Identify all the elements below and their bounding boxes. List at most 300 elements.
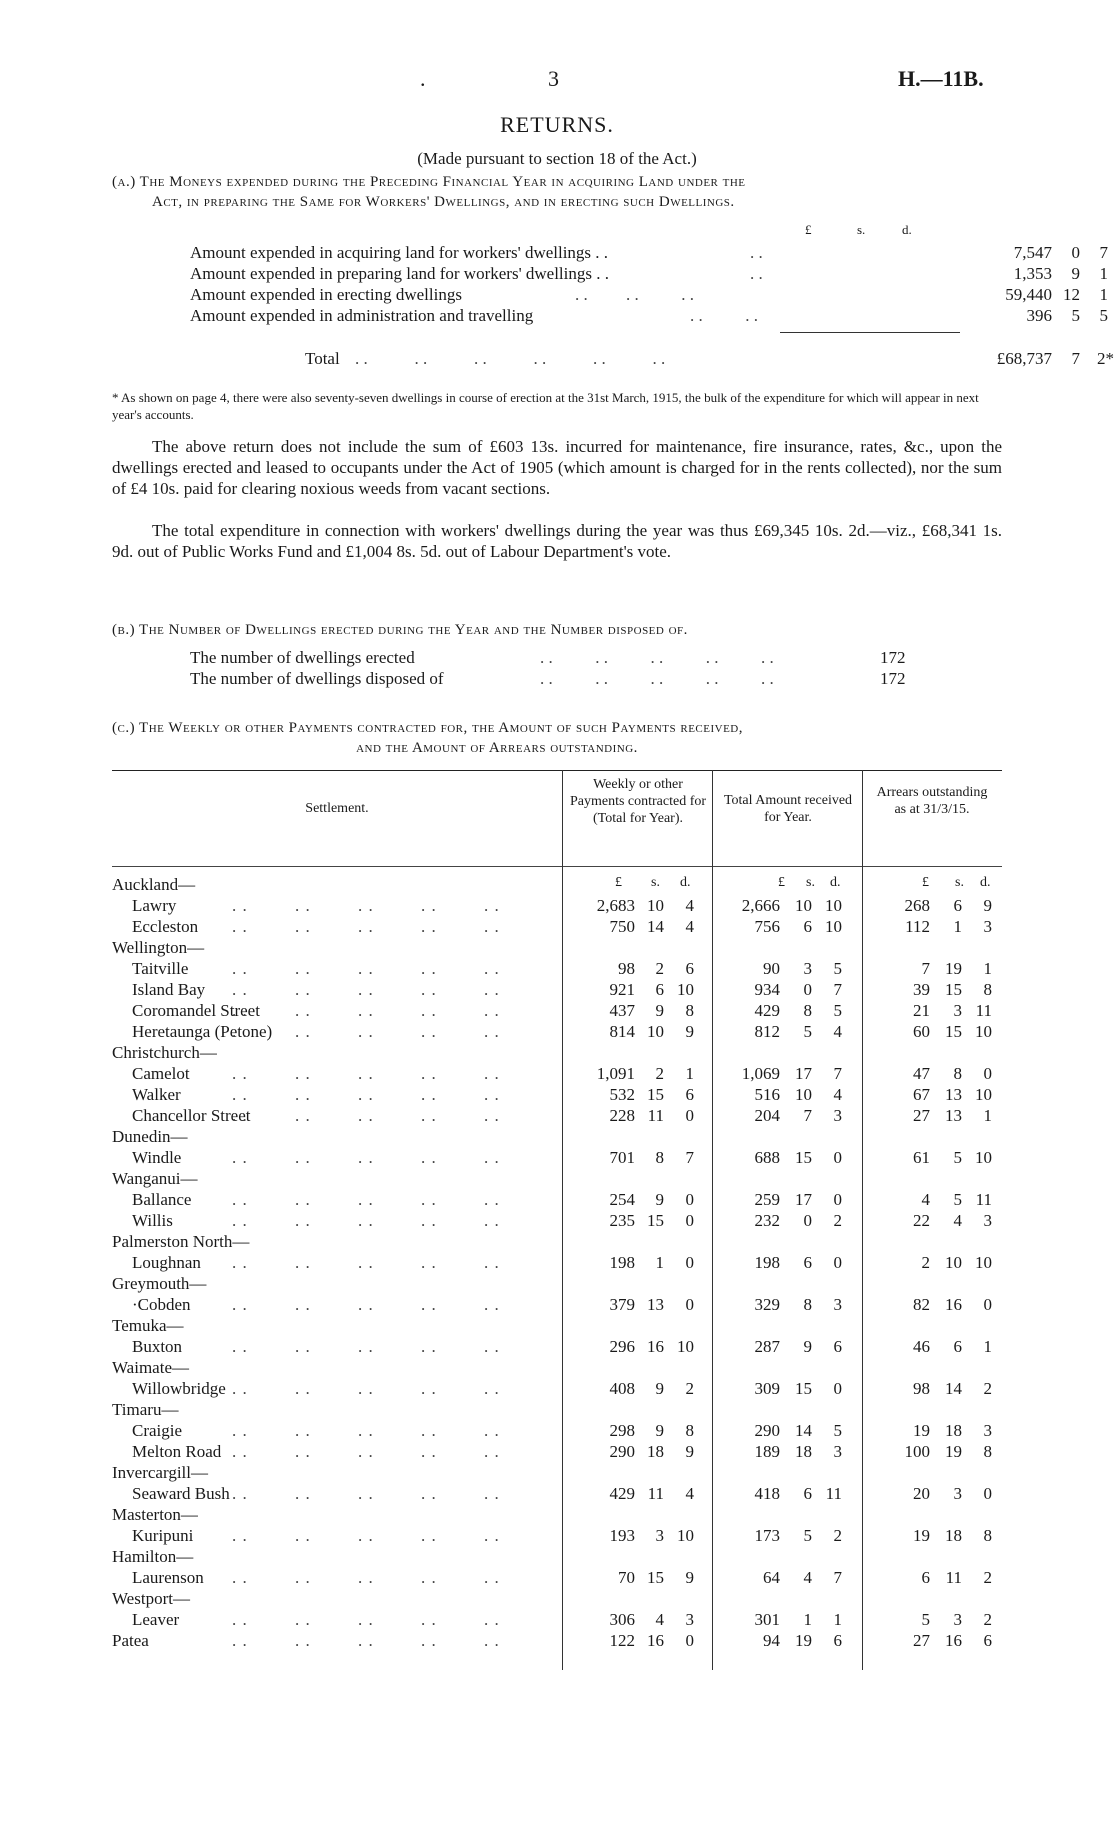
- contracted-pounds: 429: [609, 1484, 635, 1503]
- contracted-shillings: 6: [655, 980, 664, 999]
- contracted-shillings: 11: [647, 1106, 664, 1125]
- contracted-pounds: 290: [609, 1442, 635, 1461]
- settlement-name: Walker: [132, 1085, 181, 1104]
- expenditure-label: Amount expended in acquiring land for workers' dwellings . .: [190, 243, 609, 262]
- received-pence: 7: [833, 1064, 842, 1083]
- arrears-pence: 2: [983, 1379, 992, 1398]
- settlement-name: Melton Road: [132, 1442, 222, 1461]
- arrears-pence: 10: [975, 1253, 992, 1272]
- arrears-pounds: 39: [913, 980, 930, 999]
- settlement-row: [112, 1148, 1002, 1169]
- contracted-pounds: 2,683: [596, 896, 635, 915]
- contracted-shillings: 2: [655, 959, 664, 978]
- contracted-pence: 0: [685, 1106, 694, 1125]
- received-pence: 2: [833, 1211, 842, 1230]
- contracted-shillings: 9: [655, 1001, 664, 1020]
- settlement-name: Coromandel Street: [132, 1001, 260, 1020]
- leader-dots: . . . . . . . . . .: [232, 959, 500, 978]
- contracted-pence: 0: [685, 1631, 694, 1650]
- arrears-shillings: 15: [945, 980, 962, 999]
- received-pounds: 934: [754, 980, 780, 999]
- contracted-pounds: 70: [618, 1568, 635, 1587]
- arrears-pence: 11: [975, 1190, 992, 1209]
- arrears-pence: 10: [975, 1022, 992, 1041]
- expenditure-row: [190, 242, 1108, 263]
- arrears-pounds: 27: [913, 1631, 930, 1650]
- arrears-shillings: 3: [953, 1484, 962, 1503]
- dwellings-row: [190, 647, 950, 668]
- contracted-pence: 0: [685, 1295, 694, 1314]
- contracted-pence: 8: [685, 1421, 694, 1440]
- arrears-pounds: 268: [904, 896, 930, 915]
- received-pounds: 2,666: [741, 896, 780, 915]
- received-pence: 5: [833, 1421, 842, 1440]
- paragraph-maintenance-text: The above return does not include the sum of £603 13s. incurred for maintenance, fire insurance, rates, &c., upon the dwellings erected and leased to occupants under the Act of 1905 (which amount is charged for in the rents collected), nor the sum of £4 10s. paid for clearing noxious weeds from vacant sections.: [112, 437, 1002, 498]
- unit-pence: d.: [680, 875, 691, 890]
- contracted-pounds: 296: [609, 1337, 635, 1356]
- paragraph-total-expenditure-text: The total expenditure in connection with workers' dwellings during the year was thus £69,345 10s. 2d.—viz., £68,341 1s. 9d. out of Public Works Fund and £1,004 8s. 5d. out of Labour Department's vote.: [112, 521, 1002, 561]
- contracted-pounds: 1,091: [596, 1064, 635, 1083]
- arrears-pence: 8: [983, 980, 992, 999]
- received-pence: 3: [833, 1442, 842, 1461]
- settlement-row: [112, 1253, 1002, 1274]
- settlement-row: [112, 1022, 1002, 1043]
- settlement-row: [112, 1211, 1002, 1232]
- received-shillings: 4: [803, 1568, 812, 1587]
- arrears-shillings: 3: [953, 1001, 962, 1020]
- settlement-name: Willowbridge: [132, 1379, 226, 1398]
- arrears-pounds: 60: [913, 1022, 930, 1041]
- contracted-pounds: 98: [618, 959, 635, 978]
- contracted-pounds: 701: [609, 1148, 635, 1167]
- expenditure-pounds: 396: [1026, 306, 1052, 325]
- received-pence: 0: [833, 1253, 842, 1272]
- settlement-row: [112, 1631, 1002, 1652]
- district-name: Masterton—: [112, 1505, 198, 1524]
- received-pounds: 329: [754, 1295, 780, 1314]
- contracted-pence: 10: [677, 980, 694, 999]
- unit-shillings: s.: [857, 222, 866, 237]
- arrears-pence: 9: [983, 896, 992, 915]
- received-pounds: 756: [754, 917, 780, 936]
- received-pence: 5: [833, 1001, 842, 1020]
- total-label: Total: [305, 349, 340, 368]
- expenditure-pence: 7: [1099, 243, 1108, 262]
- dwellings-row: [190, 668, 950, 689]
- contracted-pence: 9: [685, 1022, 694, 1041]
- settlement-row: [112, 1610, 1002, 1631]
- arrears-shillings: 16: [945, 1295, 962, 1314]
- received-pounds: 90: [763, 959, 780, 978]
- received-shillings: 9: [803, 1337, 812, 1356]
- section-b-heading: (b.) The Number of Dwellings erected during the Year and the Number disposed of.: [112, 622, 688, 638]
- contracted-pence: 7: [685, 1148, 694, 1167]
- contracted-shillings: 18: [647, 1442, 664, 1461]
- total-rule: [780, 332, 960, 333]
- settlement-name: Eccleston: [132, 917, 199, 936]
- arrears-pence: 2: [983, 1610, 992, 1629]
- arrears-pounds: 27: [913, 1106, 930, 1125]
- arrears-pounds: 5: [921, 1610, 930, 1629]
- contracted-pounds: 306: [609, 1610, 635, 1629]
- settlement-name: Lawry: [132, 896, 177, 915]
- leader-dots: . .: [750, 264, 763, 283]
- leader-dots: . . . . . . . . . .: [232, 1001, 500, 1020]
- section-a-heading-line2: Act, in preparing the Same for Workers' Dwellings, and in erecting such Dwellings.: [152, 194, 735, 210]
- district-name: Christchurch—: [112, 1043, 217, 1062]
- arrears-shillings: 1: [953, 917, 962, 936]
- received-shillings: 6: [803, 917, 812, 936]
- leader-dots: . . . . . . . . . .: [232, 1022, 500, 1041]
- settlement-name: Laurenson: [132, 1568, 204, 1587]
- table-header-rule: [112, 866, 1002, 867]
- settlement-name: Patea: [112, 1631, 149, 1650]
- expenditure-pence: 5: [1099, 306, 1108, 325]
- leader-dots: . . . . . . . . . .: [232, 1295, 500, 1314]
- contracted-shillings: 8: [655, 1148, 664, 1167]
- column-header-settlement: Settlement.: [305, 801, 369, 816]
- arrears-pence: 3: [983, 1211, 992, 1230]
- received-pounds: 418: [754, 1484, 780, 1503]
- district-name: Waimate—: [112, 1358, 189, 1377]
- contracted-shillings: 9: [655, 1379, 664, 1398]
- received-pence: 4: [833, 1022, 842, 1041]
- received-pounds: 812: [754, 1022, 780, 1041]
- arrears-shillings: 6: [953, 1337, 962, 1356]
- leader-dots: . . . . . . . . . .: [232, 917, 500, 936]
- settlement-row: [112, 980, 1002, 1001]
- contracted-pounds: 408: [609, 1379, 635, 1398]
- received-pence: 7: [833, 980, 842, 999]
- expenditure-pounds: 7,547: [1013, 243, 1052, 262]
- settlement-row: [112, 1295, 1002, 1316]
- contracted-shillings: 10: [647, 1022, 664, 1041]
- total-pounds: £68,737: [996, 349, 1052, 368]
- paragraph-total-expenditure: [112, 520, 1002, 562]
- expenditure-row: [190, 305, 1108, 326]
- unit-pence: d.: [902, 222, 912, 237]
- settlement-name: Camelot: [132, 1064, 190, 1083]
- settlement-group-row: [112, 1358, 1002, 1379]
- arrears-shillings: 18: [945, 1526, 962, 1545]
- arrears-shillings: 15: [945, 1022, 962, 1041]
- arrears-pounds: 19: [913, 1526, 930, 1545]
- settlement-row: [112, 1442, 1002, 1463]
- leader-dots: . . . . . . . . . .: [232, 1064, 500, 1083]
- received-pence: 3: [833, 1295, 842, 1314]
- received-pounds: 232: [754, 1211, 780, 1230]
- expenditure-label: Amount expended in erecting dwellings: [190, 285, 462, 304]
- settlement-name: Heretaunga (Petone): [132, 1022, 273, 1041]
- arrears-pounds: 112: [905, 917, 930, 936]
- settlement-row: [112, 959, 1002, 980]
- received-pounds: 259: [754, 1190, 780, 1209]
- leader-dots: . . . . . . . . . .: [232, 1421, 500, 1440]
- received-pence: 2: [833, 1526, 842, 1545]
- arrears-pounds: 2: [921, 1253, 930, 1272]
- contracted-pounds: 814: [609, 1022, 635, 1041]
- settlement-group-row: [112, 1547, 1002, 1568]
- contracted-shillings: 16: [647, 1337, 664, 1356]
- settlement-group-row: [112, 1274, 1002, 1295]
- received-pounds: 516: [754, 1085, 780, 1104]
- section-c-heading: [112, 718, 1002, 758]
- received-pounds: 429: [754, 1001, 780, 1020]
- arrears-pence: 0: [983, 1064, 992, 1083]
- district-name: Wanganui—: [112, 1169, 198, 1188]
- settlement-name: Windle: [132, 1148, 182, 1167]
- settlement-row: [112, 1421, 1002, 1442]
- settlement-row: [112, 1085, 1002, 1106]
- contracted-shillings: 11: [647, 1484, 664, 1503]
- leader-dots: . . . .: [690, 306, 758, 325]
- leader-dots: . . . . . . . . . .: [232, 1568, 500, 1587]
- document-code: H.—11B.: [898, 66, 984, 91]
- section-a-heading-line1: (a.) The Moneys expended during the Preceding Financial Year in acquiring Land under the: [112, 174, 746, 190]
- arrears-pounds: 22: [913, 1211, 930, 1230]
- arrears-pence: 10: [975, 1148, 992, 1167]
- contracted-shillings: 9: [655, 1421, 664, 1440]
- settlement-row: [112, 1190, 1002, 1211]
- received-pounds: 290: [754, 1421, 780, 1440]
- received-shillings: 10: [795, 1085, 812, 1104]
- page-number: 3: [548, 66, 559, 91]
- section-c-heading-line2: and the Amount of Arrears outstanding.: [356, 740, 638, 756]
- dwellings-value: 172: [880, 669, 906, 688]
- expenditure-label: Amount expended in administration and travelling: [190, 306, 534, 325]
- contracted-pounds: 437: [609, 1001, 635, 1020]
- arrears-shillings: 11: [945, 1568, 962, 1587]
- received-pounds: 1,069: [741, 1064, 780, 1083]
- arrears-shillings: 19: [945, 959, 962, 978]
- contracted-pence: 4: [685, 1484, 694, 1503]
- leader-dots: . . . . . . . . . .: [232, 980, 500, 999]
- unit-pounds: £: [778, 875, 785, 890]
- settlement-name: Island Bay: [132, 980, 206, 999]
- unit-shillings: s.: [955, 875, 964, 890]
- table-top-rule: [112, 770, 1002, 771]
- leader-dots: . .: [750, 243, 763, 262]
- total-pence: 2*: [1097, 349, 1114, 368]
- footnote: * As shown on page 4, there were also seventy-seven dwellings in course of erection at the 31st March, 1915, the bulk of the expenditure for which will appear in next year's accounts.: [112, 390, 979, 422]
- dwellings-value: 172: [880, 648, 906, 667]
- settlement-row: [112, 1064, 1002, 1085]
- received-pounds: 688: [754, 1148, 780, 1167]
- arrears-shillings: 14: [945, 1379, 962, 1398]
- leader-dots: . . . . . . . . . .: [232, 1442, 500, 1461]
- expenditure-row: [190, 263, 1108, 284]
- leader-dots: . . . . . . . . . .: [232, 1337, 500, 1356]
- received-shillings: 15: [795, 1148, 812, 1167]
- contracted-pounds: 298: [609, 1421, 635, 1440]
- received-pence: 0: [833, 1379, 842, 1398]
- settlement-row: [112, 1526, 1002, 1547]
- received-pence: 3: [833, 1106, 842, 1125]
- received-shillings: 0: [803, 980, 812, 999]
- received-shillings: 8: [803, 1001, 812, 1020]
- contracted-shillings: 4: [655, 1610, 664, 1629]
- page-title: RETURNS.: [500, 112, 614, 137]
- arrears-pounds: 20: [913, 1484, 930, 1503]
- leader-dots: . . . . . .: [575, 285, 694, 304]
- unit-pounds: £: [615, 875, 622, 890]
- contracted-shillings: 15: [647, 1085, 664, 1104]
- arrears-pounds: 6: [921, 1568, 930, 1587]
- contracted-pence: 0: [685, 1190, 694, 1209]
- contracted-shillings: 3: [655, 1526, 664, 1545]
- arrears-pounds: 82: [913, 1295, 930, 1314]
- contracted-pounds: 198: [609, 1253, 635, 1272]
- settlement-name: Chancellor Street: [132, 1106, 251, 1125]
- received-shillings: 5: [803, 1022, 812, 1041]
- received-shillings: 5: [803, 1526, 812, 1545]
- received-shillings: 10: [795, 896, 812, 915]
- arrears-pounds: 100: [904, 1442, 930, 1461]
- arrears-pounds: 21: [913, 1001, 930, 1020]
- contracted-shillings: 13: [647, 1295, 664, 1314]
- leader-dots: . . . . . . . . . .: [232, 1610, 500, 1629]
- leader-dots: . . . . . . . . . .: [232, 1379, 500, 1398]
- total-row: [190, 348, 1114, 369]
- contracted-pounds: 122: [609, 1631, 635, 1650]
- settlement-row: [112, 1337, 1002, 1358]
- received-shillings: 1: [803, 1610, 812, 1629]
- leader-dots: . . . . . . . . . .: [232, 1253, 500, 1272]
- expenditure-shillings: 5: [1071, 306, 1080, 325]
- paragraph-maintenance: [112, 436, 1002, 499]
- section-a-items: [190, 242, 1108, 326]
- district-name: Temuka—: [112, 1316, 184, 1335]
- district-name: Wellington—: [112, 938, 205, 957]
- contracted-pence: 4: [685, 917, 694, 936]
- arrears-shillings: 19: [945, 1442, 962, 1461]
- contracted-pounds: 193: [609, 1526, 635, 1545]
- contracted-pounds: 921: [609, 980, 635, 999]
- received-pounds: 204: [754, 1106, 780, 1125]
- arrears-pence: 3: [983, 917, 992, 936]
- unit-pence: d.: [980, 875, 991, 890]
- contracted-pence: 8: [685, 1001, 694, 1020]
- received-pence: 6: [833, 1337, 842, 1356]
- contracted-pounds: 379: [609, 1295, 635, 1314]
- leader-dots: . . . . . . . . . .: [232, 1631, 500, 1650]
- unit-shillings: s.: [806, 875, 815, 890]
- received-shillings: 6: [803, 1253, 812, 1272]
- expenditure-pounds: 59,440: [1005, 285, 1052, 304]
- arrears-pence: 6: [983, 1631, 992, 1650]
- received-shillings: 6: [803, 1484, 812, 1503]
- section-c-heading-line1: (c.) The Weekly or other Payments contracted for, the Amount of such Payments received,: [112, 720, 744, 736]
- district-name: Invercargill—: [112, 1463, 208, 1482]
- dwellings-label: The number of dwellings erected: [190, 648, 415, 667]
- received-shillings: 0: [803, 1211, 812, 1230]
- arrears-pence: 11: [975, 1001, 992, 1020]
- received-pounds: 287: [754, 1337, 780, 1356]
- arrears-pounds: 19: [913, 1421, 930, 1440]
- settlement-group-row: [112, 1463, 1002, 1484]
- contracted-pence: 1: [685, 1064, 694, 1083]
- arrears-pence: 0: [983, 1295, 992, 1314]
- arrears-shillings: 16: [945, 1631, 962, 1650]
- arrears-shillings: 3: [953, 1610, 962, 1629]
- contracted-shillings: 15: [647, 1568, 664, 1587]
- arrears-shillings: 5: [953, 1148, 962, 1167]
- arrears-shillings: 8: [953, 1064, 962, 1083]
- arrears-pounds: 46: [913, 1337, 930, 1356]
- settlement-group-row: [112, 875, 1002, 896]
- settlement-row: [112, 896, 1002, 917]
- unit-pence: d.: [830, 875, 841, 890]
- arrears-pence: 2: [983, 1568, 992, 1587]
- settlement-row: [112, 917, 1002, 938]
- settlement-name: Taitville: [132, 959, 189, 978]
- leader-dots: . . . . . . . . . .: [232, 1148, 500, 1167]
- contracted-shillings: 16: [647, 1631, 664, 1650]
- received-pence: 11: [825, 1484, 842, 1503]
- received-shillings: 18: [795, 1442, 812, 1461]
- received-pounds: 94: [763, 1631, 780, 1650]
- arrears-shillings: 18: [945, 1421, 962, 1440]
- received-shillings: 15: [795, 1379, 812, 1398]
- settlement-group-row: [112, 1505, 1002, 1526]
- leader-dots: . . . . . . . . . .: [232, 896, 500, 915]
- received-pence: 7: [833, 1568, 842, 1587]
- settlement-name: ·Cobden: [132, 1295, 191, 1314]
- contracted-shillings: 2: [655, 1064, 664, 1083]
- contracted-shillings: 1: [655, 1253, 664, 1272]
- district-name: Auckland—: [112, 875, 196, 894]
- district-name: Hamilton—: [112, 1547, 194, 1566]
- contracted-pounds: 228: [609, 1106, 635, 1125]
- contracted-pence: 9: [685, 1568, 694, 1587]
- arrears-pence: 8: [983, 1442, 992, 1461]
- page-subtitle: (Made pursuant to section 18 of the Act.): [417, 149, 697, 168]
- arrears-pounds: 67: [913, 1085, 930, 1104]
- received-pence: 1: [833, 1610, 842, 1629]
- received-shillings: 19: [795, 1631, 812, 1650]
- leader-dots: . . . . . . . . . .: [232, 1211, 500, 1230]
- settlement-group-row: [112, 1232, 1002, 1253]
- received-shillings: 8: [803, 1295, 812, 1314]
- arrears-shillings: 4: [953, 1211, 962, 1230]
- arrears-pounds: 4: [921, 1190, 930, 1209]
- received-pence: 0: [833, 1190, 842, 1209]
- arrears-pence: 3: [983, 1421, 992, 1440]
- arrears-pence: 8: [983, 1526, 992, 1545]
- unit-pounds: £: [805, 222, 812, 237]
- arrears-shillings: 13: [945, 1106, 962, 1125]
- section-b-items: [190, 647, 950, 689]
- expenditure-pounds: 1,353: [1013, 264, 1052, 283]
- contracted-pounds: 750: [609, 917, 635, 936]
- district-name: Timaru—: [112, 1400, 179, 1419]
- received-pounds: 301: [754, 1610, 780, 1629]
- contracted-pence: 0: [685, 1211, 694, 1230]
- settlement-name: Ballance: [132, 1190, 192, 1209]
- expenditure-pence: 1: [1099, 264, 1108, 283]
- leader-dots: . . . . . . . . . .: [540, 669, 774, 688]
- arrears-pounds: 47: [913, 1064, 930, 1083]
- contracted-pence: 9: [685, 1442, 694, 1461]
- unit-shillings: s.: [651, 875, 660, 890]
- settlement-name: Loughnan: [132, 1253, 201, 1272]
- contracted-pounds: 254: [609, 1190, 635, 1209]
- settlement-name: Leaver: [132, 1610, 180, 1629]
- received-pence: 5: [833, 959, 842, 978]
- contracted-pence: 4: [685, 896, 694, 915]
- settlement-group-row: [112, 1127, 1002, 1148]
- contracted-pence: 6: [685, 959, 694, 978]
